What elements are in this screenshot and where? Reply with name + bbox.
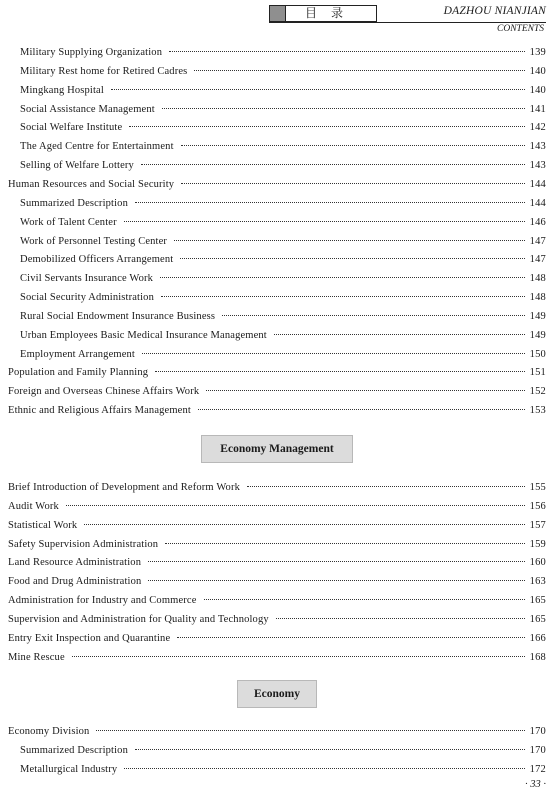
toc-entry[interactable] <box>20 102 546 118</box>
toc-entry-page: 170 <box>529 726 546 737</box>
toc-entry[interactable] <box>20 347 546 363</box>
toc-entry[interactable] <box>8 724 546 740</box>
section-heading-economy-management: Economy Management <box>201 435 353 463</box>
dot-leader <box>155 371 525 372</box>
toc-entry-page: 165 <box>529 613 546 625</box>
toc-entry-page: 141 <box>529 103 546 115</box>
toc-entry[interactable] <box>8 555 546 571</box>
toc-entry-title: Work of Talent Center <box>20 216 117 228</box>
toc-entry-title: Social Assistance Management <box>20 103 155 115</box>
toc-entry-title: Audit Work <box>8 500 59 512</box>
dot-leader <box>141 164 525 165</box>
dot-leader <box>165 543 524 544</box>
toc-entry-title: Mingkang Hospital <box>20 84 104 96</box>
toc-entry-title: Rural Social Endowment Insurance Business <box>20 310 216 322</box>
toc-entry[interactable] <box>8 403 546 419</box>
toc-entry-title: Ethnic and Religious Affairs Management <box>8 405 191 417</box>
toc-entry[interactable] <box>20 120 546 136</box>
toc-entry[interactable] <box>20 64 546 80</box>
toc-entry-title: Military Supplying Organization <box>20 47 163 58</box>
dot-leader <box>124 221 525 222</box>
toc-entry-title: Statistical Work <box>8 519 78 531</box>
dot-leader <box>148 561 525 562</box>
dot-leader <box>162 108 525 109</box>
dot-leader <box>181 183 524 184</box>
toc-entry-page: 140 <box>529 65 546 77</box>
dot-leader <box>274 334 525 335</box>
toc-entry-title: Human Resources and Social Security <box>8 178 175 190</box>
toc-entry-page: 150 <box>529 348 546 360</box>
toc-entry-title: Metallurgical Industry <box>20 764 118 775</box>
toc-entry-page: 144 <box>529 197 546 209</box>
toc-entry-page: 159 <box>529 538 546 550</box>
dot-leader <box>160 277 525 278</box>
header-title: DAZHOU NIANJIAN <box>443 5 546 17</box>
toc-entry[interactable] <box>20 83 546 99</box>
toc-entry-page: 157 <box>529 519 546 531</box>
toc-entry-page: 165 <box>529 595 546 607</box>
toc-entry-page: 144 <box>529 178 546 190</box>
toc-entry[interactable] <box>8 499 546 515</box>
toc-entry-page: 148 <box>529 292 546 304</box>
page-number: · 33 · <box>525 779 546 790</box>
header-tab-label: 目录 <box>304 6 357 20</box>
dot-leader <box>161 296 525 297</box>
dot-leader <box>180 258 524 259</box>
toc-entry-title: Demobilized Officers Arrangement <box>20 254 174 266</box>
toc-entry-page: 147 <box>529 254 546 266</box>
toc-entry-title: Summarized Description <box>20 197 128 209</box>
dot-leader <box>222 315 525 316</box>
dot-leader <box>96 730 524 731</box>
toc-entry[interactable] <box>20 309 546 325</box>
toc-entry-page: 149 <box>529 329 546 341</box>
toc-entry-page: 172 <box>529 764 546 775</box>
dot-leader <box>198 409 525 410</box>
toc-entry-page: 152 <box>529 386 546 398</box>
toc-entry-page: 148 <box>529 273 546 285</box>
section-heading-economy: Economy <box>237 680 317 708</box>
toc-entry[interactable] <box>8 480 546 496</box>
toc-entry-title: Safety Supervision Administration <box>8 538 159 550</box>
dot-leader <box>129 126 524 127</box>
dot-leader <box>124 768 524 769</box>
toc-entry-title: Economy Division <box>8 726 90 737</box>
dot-leader <box>174 240 525 241</box>
toc-entry-page: 156 <box>529 500 546 512</box>
toc-entry-title: Foreign and Overseas Chinese Affairs Work <box>8 386 200 398</box>
toc-entry-page: 149 <box>529 310 546 322</box>
dot-leader <box>142 353 525 354</box>
toc-entry[interactable] <box>20 45 546 61</box>
toc-entry-title: Population and Family Planning <box>8 367 149 379</box>
toc-entry-title: Social Security Administration <box>20 292 154 304</box>
toc-entry[interactable] <box>20 271 546 287</box>
toc-entry[interactable] <box>20 158 546 174</box>
toc-entry[interactable] <box>8 537 546 553</box>
toc-entry[interactable] <box>8 384 546 400</box>
toc-entry-title: Administration for Industry and Commerce <box>8 595 197 607</box>
toc-entry-title: Work of Personnel Testing Center <box>20 235 168 247</box>
toc-entry-title: Urban Employees Basic Medical Insurance Management <box>20 329 267 341</box>
toc-entry[interactable] <box>20 215 546 231</box>
toc-entry-page: 163 <box>529 576 546 588</box>
toc-entry-page: 147 <box>529 235 546 247</box>
toc-entry-page: 143 <box>529 141 546 153</box>
toc-entry-page: 160 <box>529 557 546 569</box>
dot-leader <box>72 656 525 657</box>
toc-entry[interactable] <box>8 650 546 666</box>
dot-leader <box>135 749 525 750</box>
toc-entry-title: Entry Exit Inspection and Quarantine <box>8 632 171 644</box>
toc-entry[interactable] <box>8 593 546 609</box>
toc-entry-page: 168 <box>529 651 546 663</box>
toc-entry[interactable] <box>20 743 546 759</box>
toc-entry-title: Land Resource Administration <box>8 557 142 569</box>
dot-leader <box>135 202 525 203</box>
toc-entry-title: Supervision and Administration for Quality and Technology <box>8 613 269 625</box>
toc-entry[interactable] <box>8 631 546 647</box>
toc-entry[interactable] <box>20 328 546 344</box>
toc-entry[interactable] <box>8 365 546 381</box>
toc-entry-page: 143 <box>529 160 546 172</box>
toc-entry-title: Summarized Description <box>20 745 128 756</box>
header-tab <box>269 5 377 22</box>
toc-entry-title: Employment Arrangement <box>20 348 135 360</box>
dot-leader <box>194 70 524 71</box>
toc-entry-title: Brief Introduction of Development and Reform Work <box>8 482 241 493</box>
toc-entry-page: 151 <box>529 367 546 379</box>
toc-entry[interactable] <box>20 196 546 212</box>
toc-entry-page: 146 <box>529 216 546 228</box>
toc-entry[interactable] <box>20 234 546 250</box>
toc-entry-title: Social Welfare Institute <box>20 122 123 134</box>
header-rule <box>269 22 546 23</box>
toc-entry[interactable] <box>20 139 546 155</box>
toc-entry[interactable] <box>20 762 546 778</box>
toc-entry-page: 140 <box>529 84 546 96</box>
page-header <box>0 0 554 40</box>
toc-entry-title: Food and Drug Administration <box>8 576 142 588</box>
toc-entry[interactable] <box>8 177 546 193</box>
toc-entry-title: The Aged Centre for Entertainment <box>20 141 174 153</box>
toc-entry[interactable] <box>8 612 546 628</box>
toc-entry[interactable] <box>8 574 546 590</box>
header-subtitle: CONTENTS <box>497 24 544 34</box>
dot-leader <box>177 637 524 638</box>
toc-entry-page: 153 <box>529 405 546 417</box>
toc-entry-title: Selling of Welfare Lottery <box>20 160 134 172</box>
toc-entry-page: 142 <box>529 122 546 134</box>
toc-entry-page: 166 <box>529 632 546 644</box>
toc-entry-title: Civil Servants Insurance Work <box>20 273 154 285</box>
dot-leader <box>84 524 524 525</box>
dot-leader <box>247 486 525 487</box>
dot-leader <box>276 618 525 619</box>
toc-entry-title: Military Rest home for Retired Cadres <box>20 65 188 77</box>
toc-entry[interactable] <box>20 290 546 306</box>
dot-leader <box>66 505 525 506</box>
toc-entry-page: 139 <box>529 47 546 58</box>
dot-leader <box>148 580 524 581</box>
dot-leader <box>169 51 525 52</box>
toc-entry-title: Mine Rescue <box>8 651 65 663</box>
dot-leader <box>111 89 525 90</box>
dot-leader <box>181 145 525 146</box>
dot-leader <box>204 599 525 600</box>
toc-entry[interactable] <box>20 252 546 268</box>
dot-leader <box>206 390 524 391</box>
toc-entry-page: 155 <box>529 482 546 493</box>
header-tab-marker <box>270 6 286 21</box>
toc-entry-page: 170 <box>529 745 546 756</box>
toc-entry[interactable] <box>8 518 546 534</box>
